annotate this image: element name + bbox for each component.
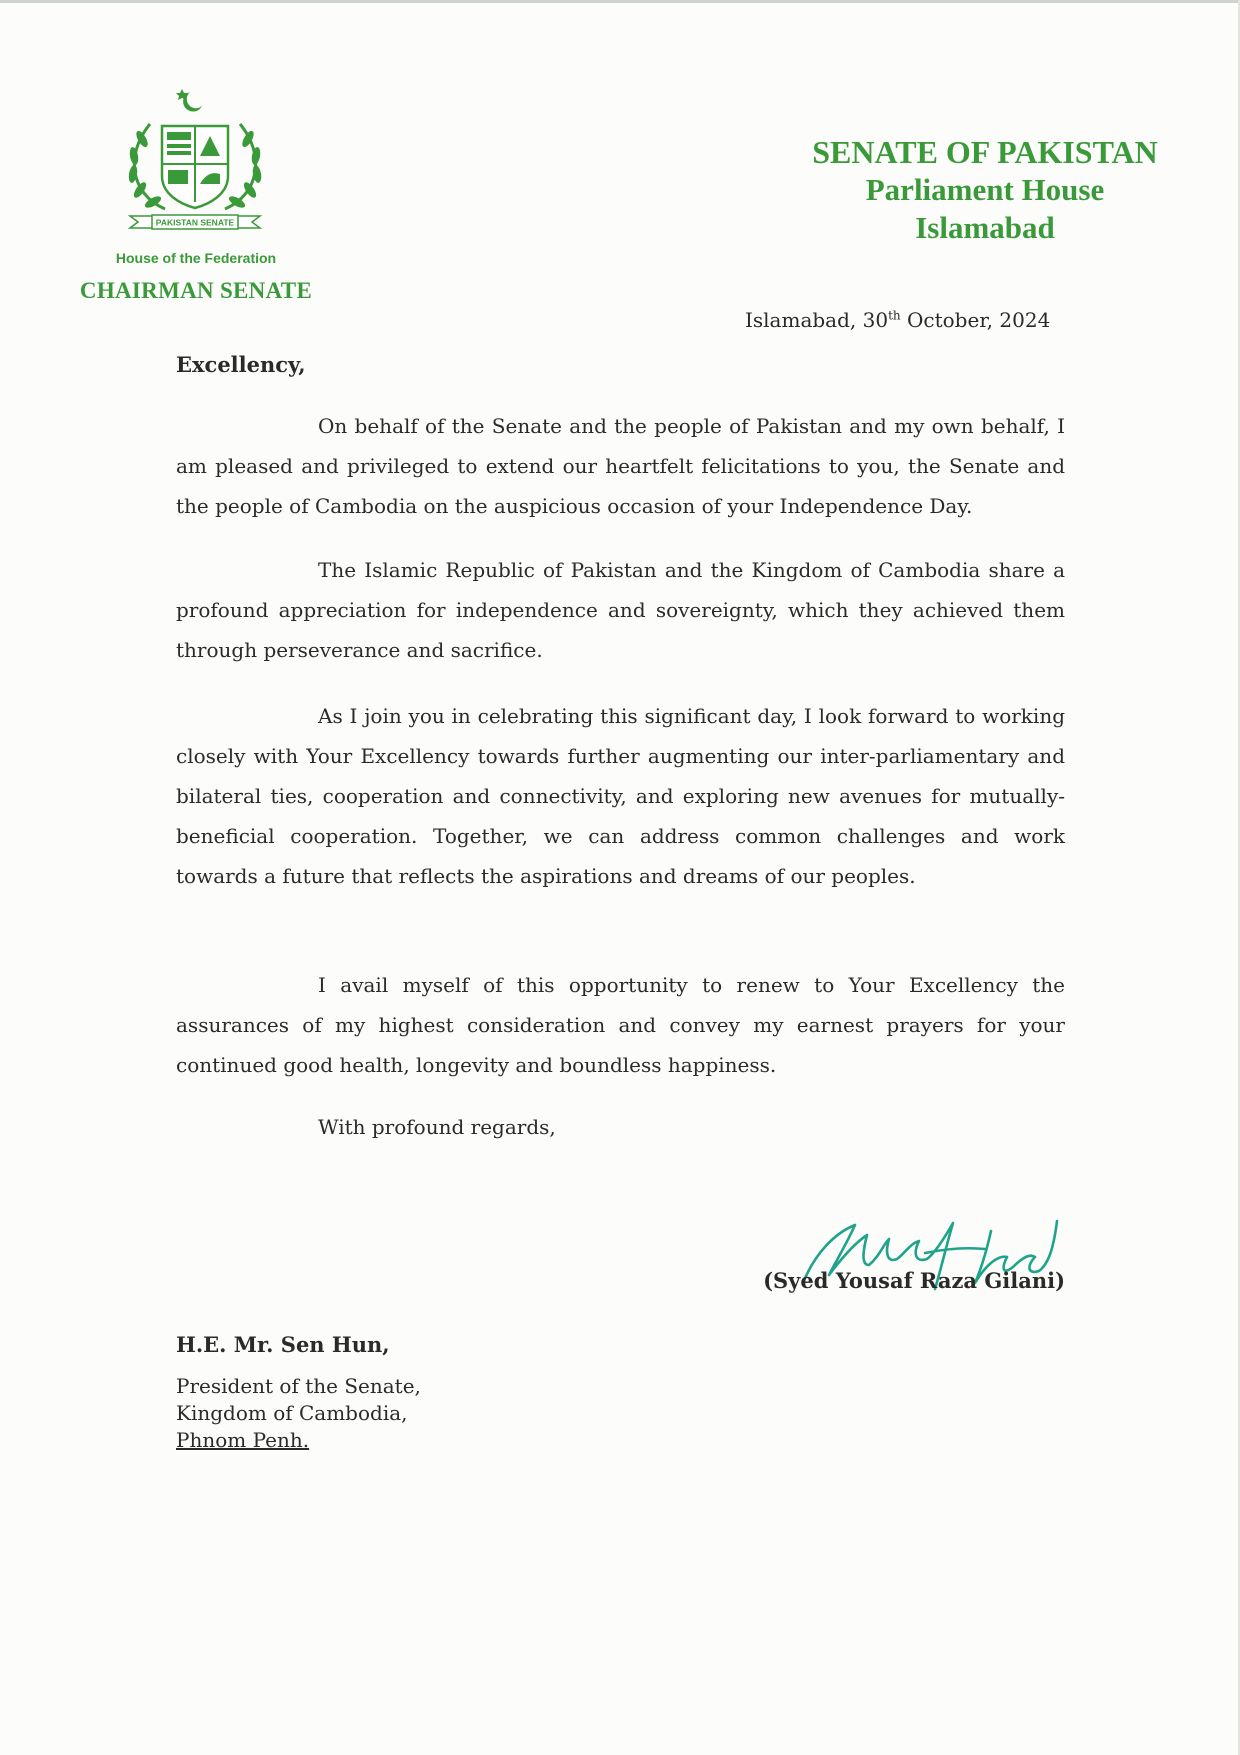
letterhead-city: Islamabad	[915, 210, 1055, 245]
recipient-country: Kingdom of Cambodia,	[176, 1401, 408, 1425]
recipient-name: H.E. Mr. Sen Hun,	[176, 1332, 390, 1357]
letterhead-title: SENATE OF PAKISTAN	[812, 134, 1158, 170]
signatory-name: (Syed Yousaf Raza Gilani)	[763, 1268, 1065, 1293]
body-paragraph-1: On behalf of the Senate and the people of Pakistan and my own behalf, I am pleased and privileged to extend our heartfelt felicitations to you, the Senate and the people of Cambodia on the auspicious occasion of your Independence Day.	[176, 414, 1065, 518]
letterhead-building: Parliament House	[865, 172, 1105, 207]
page-top-edge	[0, 0, 1240, 3]
recipient-title: President of the Senate,	[176, 1374, 421, 1398]
date-ordinal: th	[888, 308, 901, 323]
senate-emblem-icon	[120, 84, 270, 244]
salutation: Excellency,	[176, 352, 306, 377]
body-paragraph-2: The Islamic Republic of Pakistan and the Kingdom of Cambodia share a profound appreciation for independence and sovereignty, which they achieved them through perseverance and sacrifice.	[176, 558, 1065, 662]
letterhead	[780, 133, 1190, 247]
recipient-address	[176, 1373, 421, 1454]
date-prefix: Islamabad, 30	[745, 308, 889, 332]
recipient-city: Phnom Penh.	[176, 1428, 310, 1452]
house-of-federation-label: House of the Federation	[115, 250, 277, 266]
date-suffix: October, 2024	[900, 308, 1051, 332]
closing-line: With profound regards,	[318, 1115, 556, 1139]
chairman-senate-label: CHAIRMAN SENATE	[79, 278, 313, 303]
body-paragraph-3: As I join you in celebrating this significant day, I look forward to working closely with Your Excellency towards further augmenting our inter-parliamentary and bilateral ties, cooperation and connectivity, and exploring new avenues for mutually-beneficial cooperation. Together, we can address common challenges and work towards a future that reflects the aspirations and dreams of our peoples.	[176, 704, 1065, 888]
body-paragraph-4: I avail myself of this opportunity to renew to Your Excellency the assurances of my highest consideration and convey my earnest prayers for your continued good health, longevity and boundless happiness.	[176, 973, 1065, 1077]
emblem-banner-text: PAKISTAN SENATE	[155, 217, 235, 228]
letter-date	[745, 308, 1050, 332]
